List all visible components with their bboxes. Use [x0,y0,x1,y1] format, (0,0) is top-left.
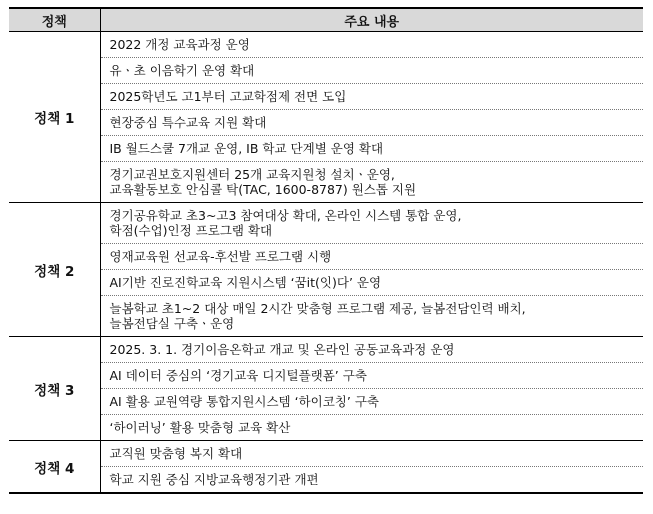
table-row [9,32,643,58]
table-row [9,244,643,270]
policy-2-item-4: 늘봄학교 초1~2 대상 매일 2시간 맞춤형 프로그램 제공, 늘봄전담인력 배치, 늘봄전담실 구축ㆍ운영 [100,296,643,337]
policy-3-item-3: AI 활용 교원역량 통합지원시스템 ‘하이코칭’ 구축 [100,389,643,415]
policy-1-item-2: 유ㆍ초 이음학기 운영 확대 [100,58,643,84]
policy-3-item-2: AI 데이터 중심의 ‘경기교육 디지털플랫폼’ 구축 [100,363,643,389]
table-row [9,84,643,110]
table-row [9,203,643,244]
table-header-row [9,8,643,32]
policy-1-item-4: 현장중심 특수교육 지원 확대 [100,110,643,136]
policy-1-item-5: IB 월드스쿨 7개교 운영, IB 학교 단계별 운영 확대 [100,136,643,162]
policy-4-item-1: 교직원 맞춤형 복지 확대 [100,441,643,467]
table-row [9,110,643,136]
policy-label-2: 정책 2 [9,203,100,337]
table-row [9,415,643,441]
table-row [9,441,643,467]
policy-2-item-1: 경기공유학교 초3~고3 참여대상 확대, 온라인 시스템 통합 운영, 학점(수업)인정 프로그램 확대 [100,203,643,244]
table-row [9,162,643,203]
policy-label-1: 정책 1 [9,32,100,203]
policy-4-item-2: 학교 지원 중심 지방교육행정기관 개편 [100,467,643,494]
header-main-content: 주요 내용 [100,8,643,32]
policy-1-item-6: 경기교권보호지원센터 25개 교육지원청 설치ㆍ운영, 교육활동보호 안심콜 탁(TAC, 1600-8787) 원스톱 지원 [100,162,643,203]
table-row [9,296,643,337]
table-row [9,58,643,84]
policy-1-item-1: 2022 개정 교육과정 운영 [100,32,643,58]
table-row [9,363,643,389]
table-row [9,136,643,162]
header-policy: 정책 [9,8,100,32]
table-row [9,467,643,494]
policy-table [9,7,643,494]
table-row [9,270,643,296]
policy-2-item-3: AI기반 진로진학교육 지원시스템 ‘꿈it(잇)다’ 운영 [100,270,643,296]
policy-label-4: 정책 4 [9,441,100,494]
policy-label-3: 정책 3 [9,337,100,441]
policy-3-item-1: 2025. 3. 1. 경기이음온학교 개교 및 온라인 공동교육과정 운영 [100,337,643,363]
policy-2-item-2: 영재교육원 선교육-후선발 프로그램 시행 [100,244,643,270]
policy-3-item-4: ‘하이러닝’ 활용 맞춤형 교육 확산 [100,415,643,441]
policy-1-item-3: 2025학년도 고1부터 고교학점제 전면 도입 [100,84,643,110]
table-row [9,389,643,415]
table-row [9,337,643,363]
